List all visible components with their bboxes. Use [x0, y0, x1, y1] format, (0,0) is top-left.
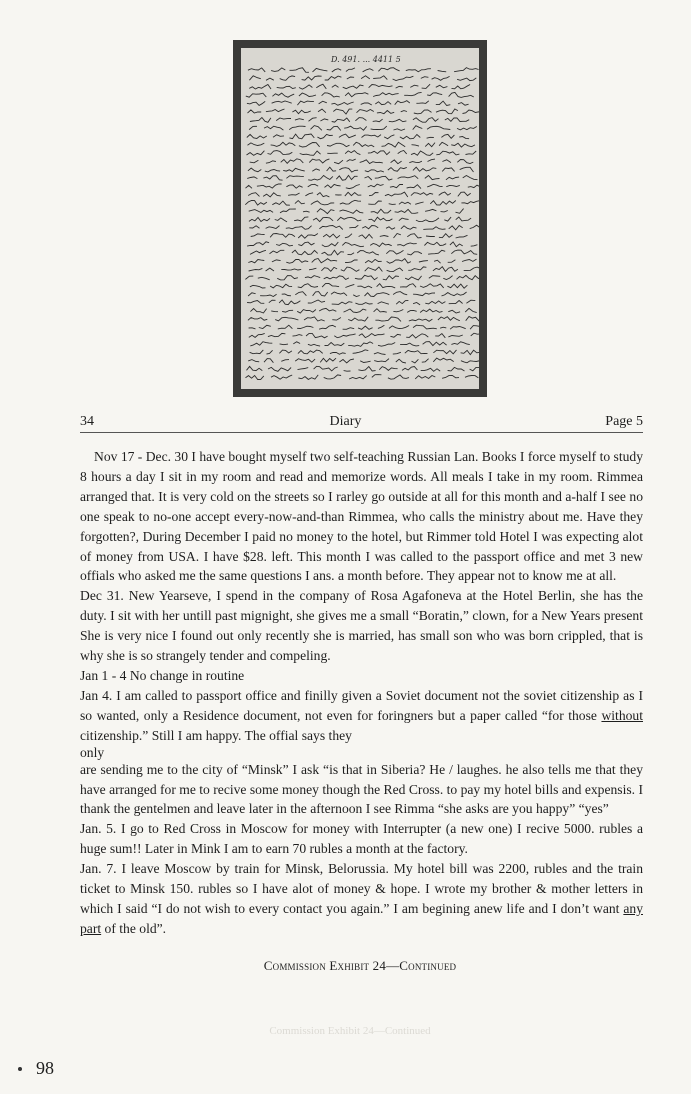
- entry-jan4-text-a: Jan 4. I am called to passport office and finilly given a Soviet document not the soviet citizenship as I so wanted, only a Residence document, not even for foringners but a paper called “for those: [80, 687, 643, 723]
- handwriting-line: [249, 267, 479, 272]
- handwriting-line: [246, 92, 474, 97]
- entry-jan5: Jan. 5. I go to Red Cross in Moscow for money with Interrupter (a new one) I recive 5000. rubles a huge sum!! Later in Mink I am to earn 70 rubles a month at the factory.: [80, 821, 643, 857]
- handwriting-line: [249, 209, 464, 214]
- handwriting-line: [248, 142, 476, 147]
- handwriting-line: [248, 259, 476, 264]
- entry-jan4-text-b: citizenship.” Still I am happy. The offial says they: [80, 727, 352, 743]
- handwriting-line: [250, 350, 479, 355]
- handwriting-scribble: [241, 48, 479, 389]
- page-number: 98: [36, 1058, 54, 1078]
- handwriting-line: [249, 325, 479, 329]
- handwriting-line: [249, 76, 476, 81]
- handwriting-line: [247, 175, 477, 180]
- entry-jan7: [80, 859, 643, 939]
- handwriting-line: [248, 109, 480, 114]
- entry-jan4: [80, 686, 643, 746]
- handwritten-heading: D. 491. ... 4411 5: [331, 55, 401, 64]
- handwriting-line: [247, 151, 477, 156]
- handwriting-line: [249, 217, 471, 222]
- entry-jan4-cont: are sending me to the city of “Minsk” I ask “is that in Siberia? He / laughes. he also tells me that they have arranged for me to recive some money though the Red Cross. to pay my hotel bills and expensis. I thank the gentelmen and leave later in the afternoon I see Rimma “she asks are you happy” “yes”: [80, 761, 643, 817]
- diary-photograph: [233, 40, 487, 397]
- handwriting-line: [249, 225, 479, 230]
- handwriting-line: [248, 292, 467, 297]
- entry-jan7-text-b: of the old”.: [101, 920, 167, 936]
- handwriting-line: [250, 342, 469, 347]
- handwriting-line: [250, 284, 468, 289]
- header-title: Diary: [329, 414, 362, 429]
- handwriting-line: [247, 242, 477, 247]
- margin-dot: [18, 1067, 22, 1071]
- handwriting-line: [245, 200, 479, 205]
- entry-jan7-underlined: any part: [80, 900, 643, 936]
- entry-jan7-text-a: Jan. 7. I leave Moscow by train for Minsk, Belorussia. My hotel bill was 2200, rubles and the train ticket to Minsk 150. rubles so I have alot of money & hope. I wrote my brother & mother letters in which I said “I do not wish to every contact you again.” I am begining anew life and I don’t want: [80, 861, 643, 916]
- handwriting-line: [249, 333, 479, 338]
- handwriting-line: [250, 159, 474, 164]
- header-page-ref: 34: [80, 414, 94, 429]
- handwriting-line: [246, 375, 479, 380]
- entry-dec31: Dec 31. New Yearseve, I spend in the company of Rosa Agafoneva at the Hotel Berlin, she has the duty. I sit with her untill past mignight, she gives me a small “Boratin,” clown, for a New Years present She is very nice I found out only recently she is married, has small son who was born crippled, that is why she is so strangely tender and compeling.: [80, 588, 643, 664]
- handwriting-line: [246, 184, 480, 189]
- handwriting-line: [247, 134, 469, 139]
- entry-jan4-insertion: only: [80, 744, 105, 760]
- entry-jan4-underlined: without: [601, 707, 643, 723]
- handwriting-line: [248, 317, 479, 322]
- handwritten-page-image: [241, 48, 479, 389]
- handwriting-line: [248, 192, 471, 197]
- header-page-label: Page 5: [605, 414, 643, 429]
- handwriting-line: [249, 84, 470, 89]
- handwriting-line: [250, 308, 476, 313]
- handwriting-line: [247, 101, 469, 106]
- handwriting-line: [250, 118, 469, 123]
- handwriting-line: [245, 275, 479, 280]
- handwriting-line: [249, 126, 477, 131]
- handwriting-line: [248, 68, 479, 73]
- handwriting-line: [247, 366, 480, 371]
- handwriting-line: [248, 167, 474, 172]
- header-rule: [80, 432, 643, 433]
- entry-jan1-4: Jan 1 - 4 No change in routine: [80, 667, 245, 683]
- handwriting-line: [247, 300, 475, 305]
- entry-nov17: Nov 17 - Dec. 30 I have bought myself two self-teaching Russian Lan. Books I force myself to study 8 hours a day I sit in my room and read and memorize words. All meals I take in my room. Rimmea arranged that. It is very cold on the streets so I rarley go outside at all for this month and a-half I see no one speak to no-one accept every-now-and-than Rimmea, who calls the ministry about me. Have they forgotten?, During December I paid no money to the hotel, but Rimmer told Hotel I was expecting alot of money from USA. I have $28. left. This month I was called to the passport office and met 3 new offials who asked me the same questions I ans. a month before. They appear not to know me at all.: [80, 449, 643, 584]
- handwriting-line: [250, 250, 477, 255]
- bleed-through-text: Commission Exhibit 24—Continued: [269, 1025, 431, 1037]
- diary-transcript: [80, 447, 643, 939]
- exhibit-caption: Commission Exhibit 24—Continued: [263, 958, 457, 973]
- handwriting-line: [251, 234, 468, 239]
- handwriting-line: [248, 358, 479, 363]
